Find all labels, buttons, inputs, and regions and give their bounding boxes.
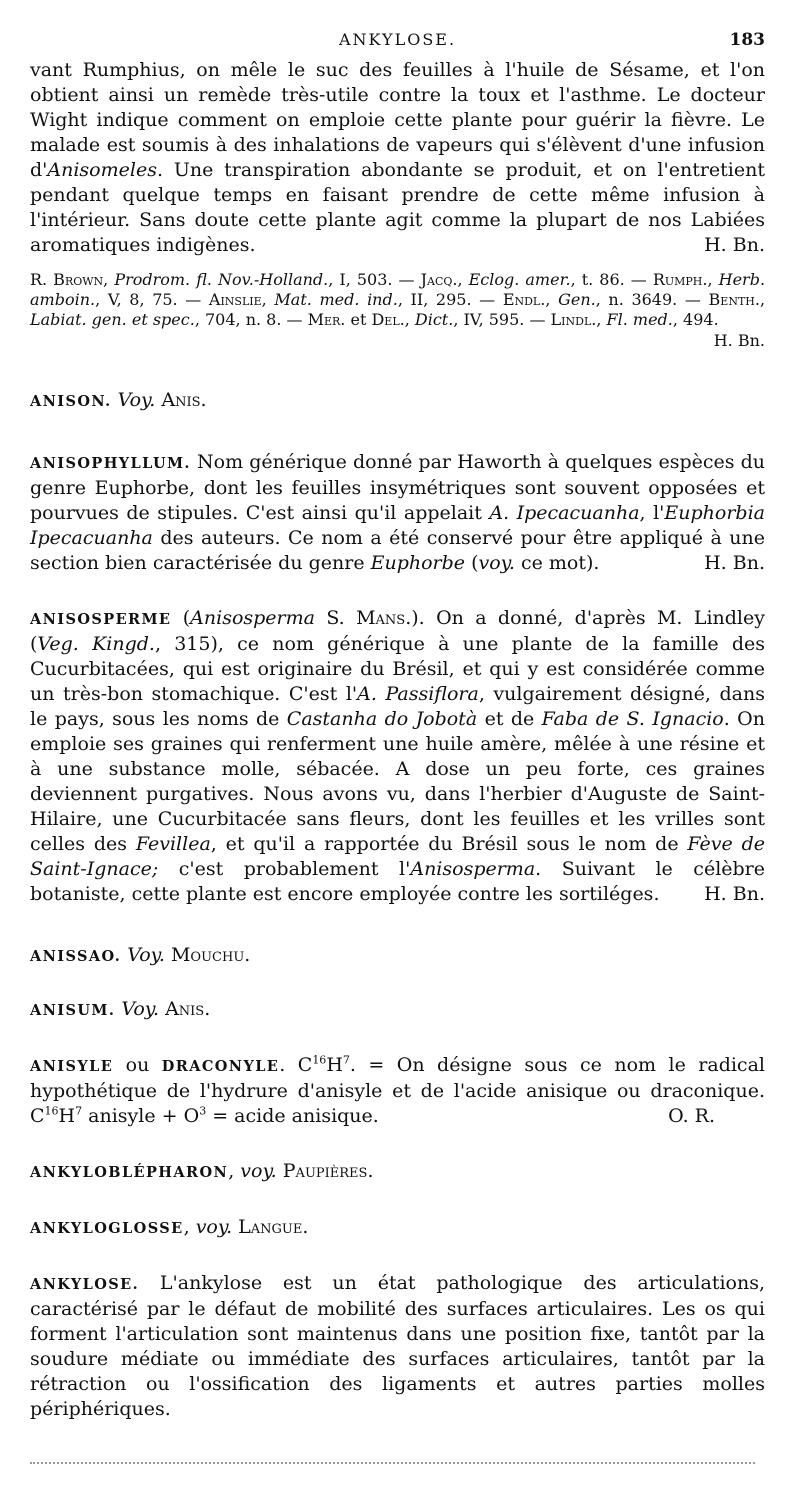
running-title: ANKYLOSE. <box>338 30 457 49</box>
entry-headword: ANISUM. <box>30 1002 116 1019</box>
entry-ankyloblepharon: ANKYLOBLÉPHARON, voy. Paupières. <box>30 1160 374 1182</box>
entry-anissao: ANISSAO. Voy. Mouchu. <box>30 944 251 966</box>
entry-headword: ANISYLE <box>30 1058 114 1075</box>
entry-headword: ANKYLOBLÉPHARON <box>30 1164 229 1181</box>
running-head <box>30 30 765 58</box>
entry-headword: ANISSAO. <box>30 948 122 965</box>
footer-rule <box>30 1462 755 1464</box>
entry-headword: ANKYLOGLOSSE <box>30 1220 184 1237</box>
entry-headword: ANISOPHYLLUM. <box>30 455 191 472</box>
signature: O. R. <box>668 1105 715 1127</box>
entry-headword-alt: DRACONYLE <box>161 1058 280 1075</box>
entry-anisosperme: ANISOSPERME (Anisosperma S. Mans.). On a donné, d'après M. Lindley (Veg. Kingd., 315), ce nom générique à une plante de la famille des Cucurbitacées, qui est originaire du Brésil, et qui y est considérée comme un très-bon stomachique. C'est l'A. Passiflora, vulgairement désigné, dans le pays, sous les noms de Castanha do Jobotà et de Faba de S. Ignacio. On emploie ses graines qui renferment une huile amère, mêlée à une résine et à une substance molle, sébacée. A dose un peu forte, ces graines deviennent purgatives. Nous avons vu, dans l'herbier d'Auguste de Saint-Hilaire, une Cucurbitacée sans fleurs, dont les feuilles et les vrilles sont celles des Fevillea, et qu'il a rapportée du Brésil sous le nom de Fève de Saint-Ignace; c'est probablement l'Anisosperma. Suivant le célèbre botaniste, cette plante est encore employée contre les sortiléges. H. Bn. <box>30 607 765 905</box>
entry-ankyloglosse: ANKYLOGLOSSE, voy. Langue. <box>30 1216 309 1238</box>
page-number: 183 <box>729 30 765 50</box>
entry-headword: ANKYLOSE. <box>30 1276 140 1293</box>
entry-anisum: ANISUM. Voy. Anis. <box>30 998 211 1020</box>
entry-ankylose: ANKYLOSE. L'ankylose est un état pathologique des articulations, caractérisé par le défaut de mobilité des surfaces articulaires. Les os qui forment l'articulation sont maintenus dans une position fixe, tantôt par la soudure médiate ou immédiate des surfaces articulaires, tantôt par la rétraction ou l'ossification des ligaments et autres parties molles périphériques. <box>30 1272 765 1420</box>
signature: H. Bn. <box>713 331 765 350</box>
signature: H. Bn. <box>704 552 765 574</box>
signature: H. Bn. <box>704 883 765 905</box>
dictionary-page <box>30 30 765 1422</box>
entry-anisyle: ANISYLE ou DRACONYLE. $C^{16}H^7$. = On désigne sous ce nom le radical hypothétique de l'hydrure d'anisyle et de l'acide anisique ou draconique. $C^{16}H^7$ anisyle + $O^3$ = acide anisique. O. R. <box>30 1053 765 1127</box>
signature: H. Bn. <box>704 234 765 256</box>
entry-anison: ANISON. Voy. Anis. <box>30 389 207 411</box>
continuation-paragraph: vant Rumphius, on mêle le suc des feuilles à l'huile de Sésame, et l'on obtient ainsi un remède très-utile contre la toux et l'asthme. Le docteur Wight indique comment on emploie cette plante pour guérir la fièvre. Le malade est soumis à des inhalations de vapeurs qui s'élèvent d'une infusion d'Anisomeles. Une transpiration abondante se produit, et on l'entretient pendant quelque temps en faisant prendre de cette même infusion à l'intérieur. Sans doute cette plante agit comme la plupart de nos Labiées aromatiques indigènes. H. Bn. <box>30 59 765 256</box>
entry-headword: ANISOSPERME <box>30 611 172 628</box>
entry-anisophyllum: ANISOPHYLLUM. Nom générique donné par Haworth à quelques espèces du genre Euphorbe, dont les feuilles insymétriques sont souvent opposées et pourvues de stipules. C'est ainsi qu'il appelait A. Ipecacuanha, l'Euphorbia Ipecacuanha des auteurs. Ce nom a été conservé pour être appliqué à une section bien caractérisée du genre Euphorbe (voy. ce mot). H. Bn. <box>30 451 765 574</box>
entry-headword: ANISON. <box>30 393 112 410</box>
bibliography: R. Brown, Prodrom. fl. Nov.-Holland., I, 503. — Jacq., Eclog. amer., t. 86. — Rumph., Herb. amboin., V, 8, 75. — Ainslie, Mat. med. ind., II, 295. — Endl., Gen., n. 3649. — Benth., Labiat. gen. et spec., 704, n. 8. — Mer. et Del., Dict., IV, 595. — Lindl., Fl. med., 494. <box>30 270 766 329</box>
